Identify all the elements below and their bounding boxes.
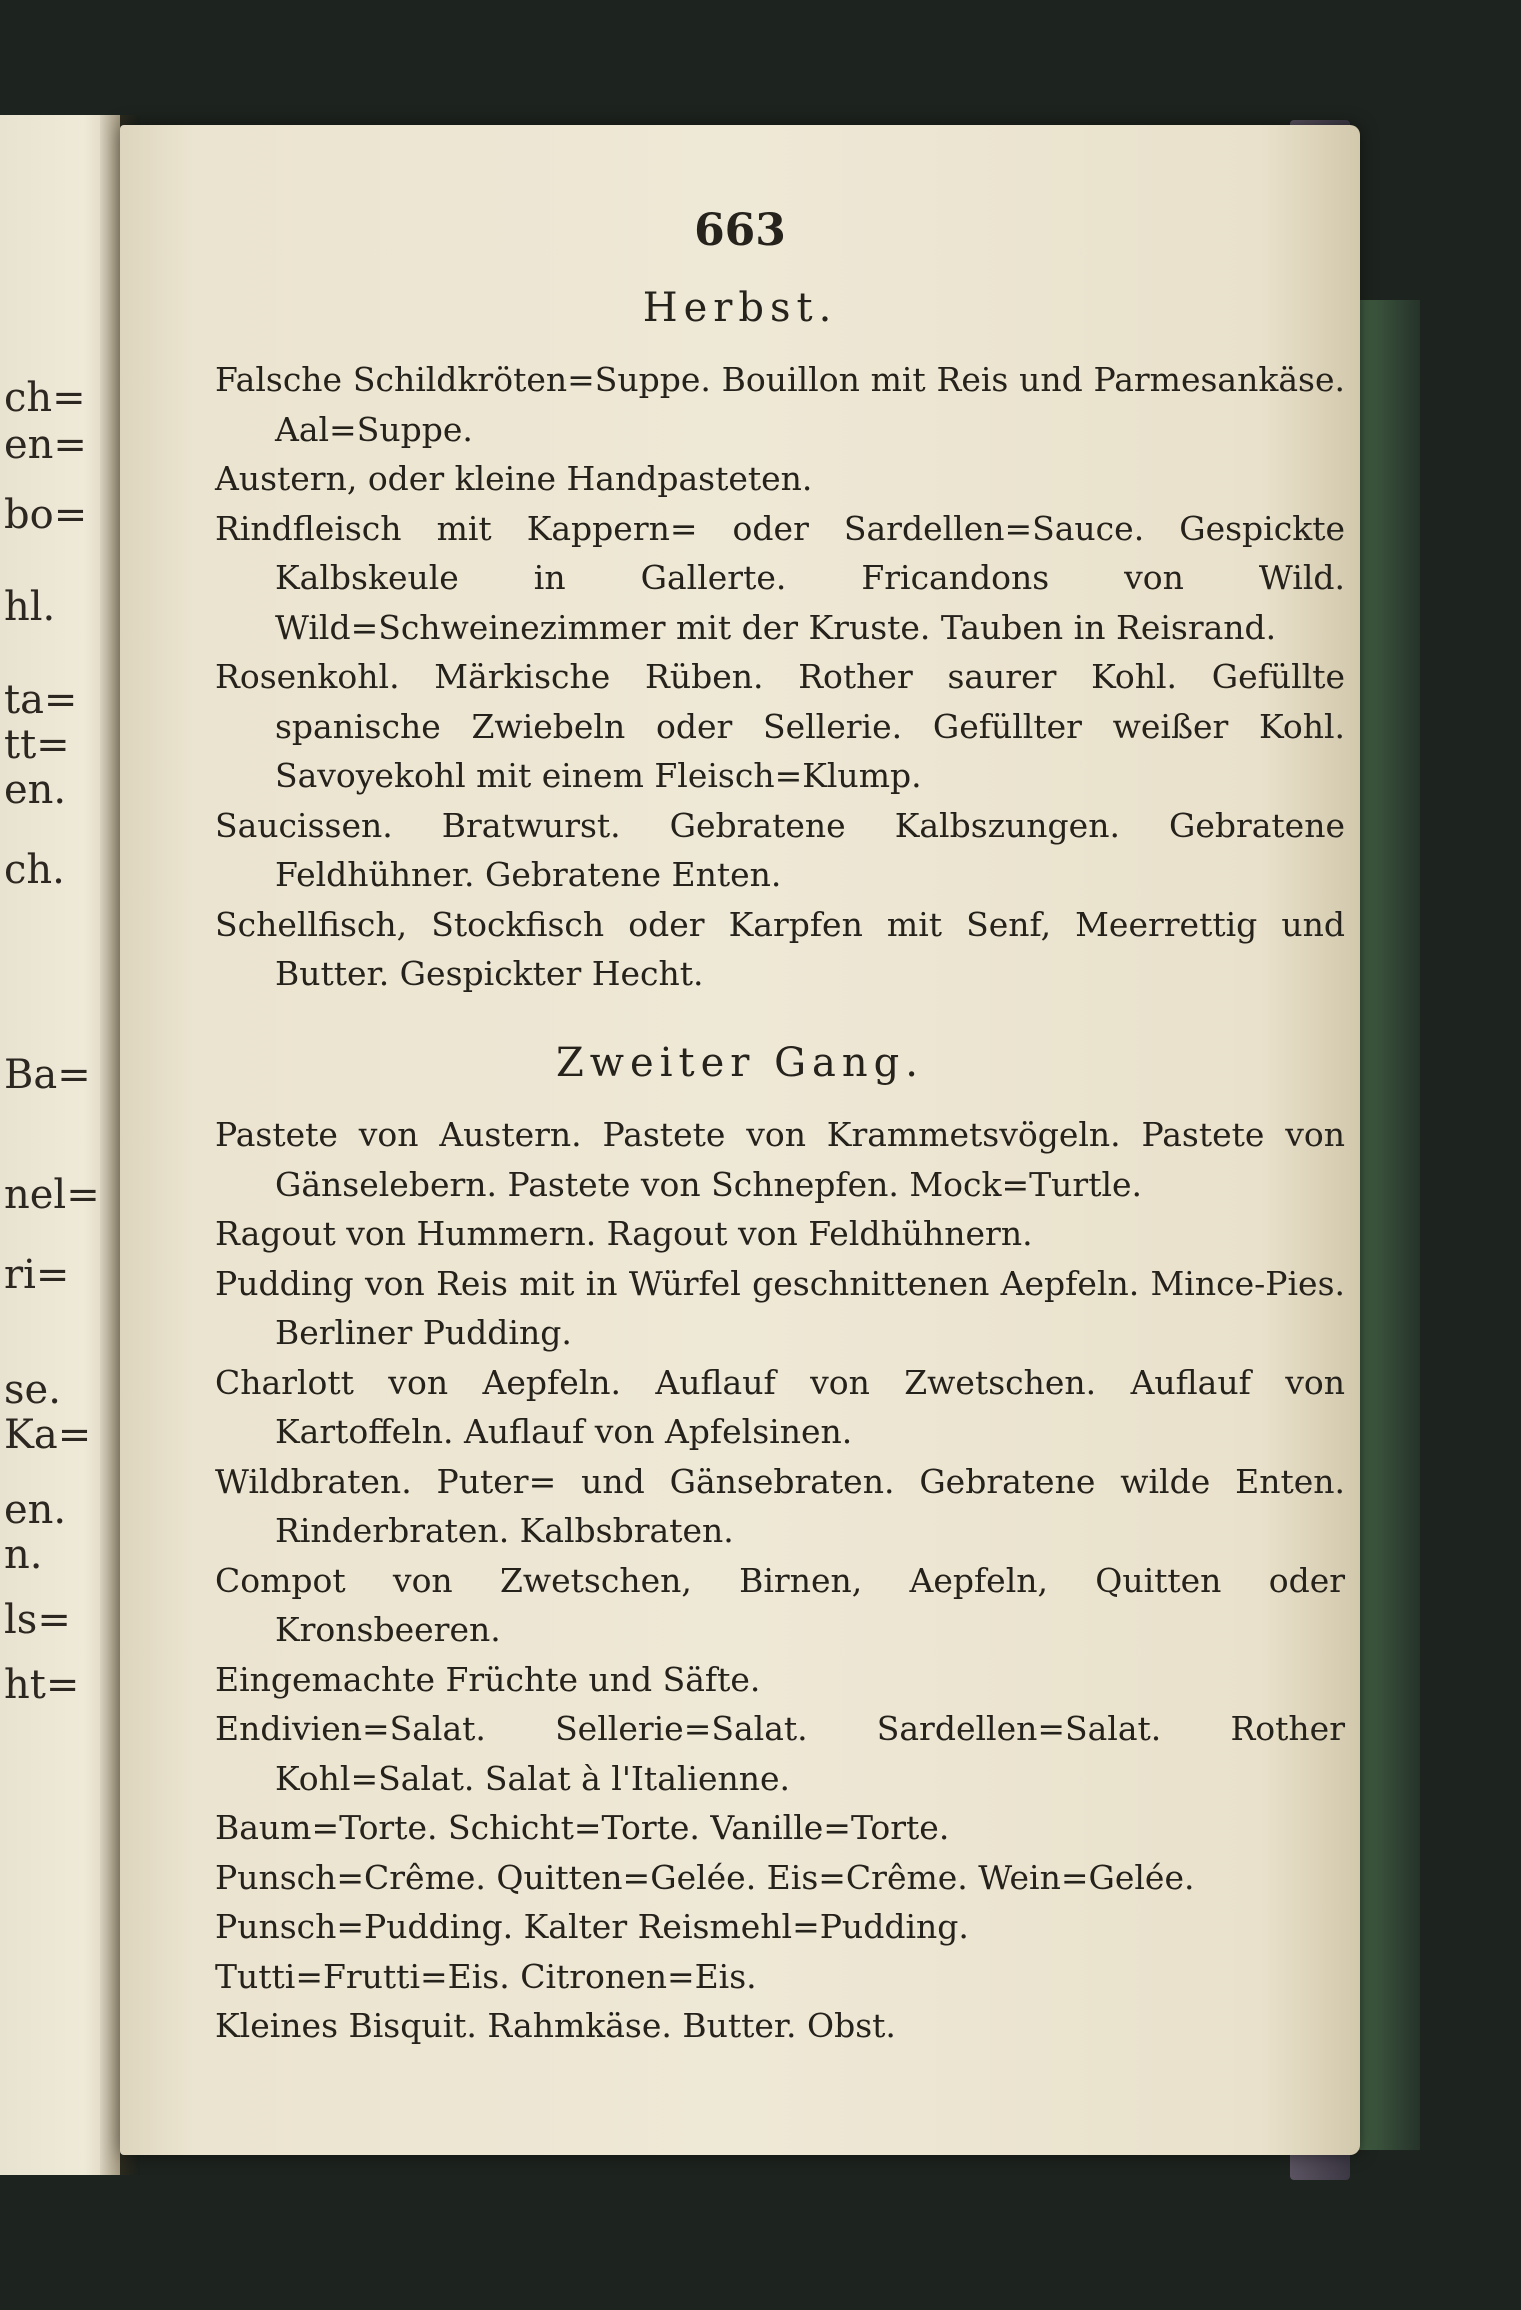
right-page xyxy=(120,125,1360,2155)
left-page-fragment: Ba= xyxy=(4,1052,91,1098)
left-page-fragment: ls= xyxy=(4,1597,71,1643)
section-zweiter-gang-entries xyxy=(215,1110,1345,2051)
left-page-fragment: bo= xyxy=(4,492,88,538)
left-page-fragment: hl. xyxy=(4,584,56,630)
section-title-zweiter-gang: Zweiter Gang. xyxy=(556,1040,924,1086)
menu-entry: Compot von Zwetschen, Birnen, Aepfeln, Quitten oder Kronsbeeren. xyxy=(215,1560,1345,1649)
menu-entry: Punsch=Pudding. Kalter Reismehl=Pudding. xyxy=(215,1907,969,1946)
left-page-fragment: ht= xyxy=(4,1662,80,1708)
menu-entry: Pastete von Austern. Pastete von Krammetsvögeln. Pastete von Gänselebern. Pastete von Schnepfen. Mock=Turtle. xyxy=(215,1115,1345,1204)
menu-entry: Falsche Schildkröten=Suppe. Bouillon mit Reis und Parmesankäse. Aal=Suppe. xyxy=(215,360,1345,449)
left-page-fragment: nel= xyxy=(4,1172,100,1218)
left-page-fragment: ch= xyxy=(4,375,86,421)
left-page-fragment: ri= xyxy=(4,1252,70,1298)
menu-entry: Saucissen. Bratwurst. Gebratene Kalbszungen. Gebratene Feldhühner. Gebratene Enten. xyxy=(215,805,1345,894)
menu-entry: Pudding von Reis mit in Würfel geschnittenen Aepfeln. Mince-Pies. Berliner Pudding. xyxy=(215,1263,1345,1352)
menu-entry: Charlott von Aepfeln. Auflauf von Zwetschen. Auflauf von Kartoffeln. Auflauf von Apfelsinen. xyxy=(215,1362,1345,1451)
left-page-fragment: ch. xyxy=(4,847,65,893)
menu-entry: Punsch=Crême. Quitten=Gelée. Eis=Crême. Wein=Gelée. xyxy=(215,1857,1195,1897)
left-page-fragment: en= xyxy=(4,422,87,468)
section-herbst-entries xyxy=(215,355,1345,999)
menu-entry: Ragout von Hummern. Ragout von Feldhühnern. xyxy=(215,1214,1033,1253)
menu-entry: Endivien=Salat. Sellerie=Salat. Sardellen=Salat. Rother Kohl=Salat. Salat à l'Italienne. xyxy=(215,1709,1345,1798)
menu-entry: Tutti=Frutti=Eis. Citronen=Eis. xyxy=(215,1956,757,1996)
menu-entry: Eingemachte Früchte und Säfte. xyxy=(215,1659,761,1699)
page-number: 663 xyxy=(694,205,786,256)
menu-entry: Schellfisch, Stockfisch oder Karpfen mit Senf, Meerrettig und Butter. Gespickter Hecht. xyxy=(215,904,1345,993)
left-page-fragment: en. xyxy=(4,767,67,813)
left-page-fragment: se. xyxy=(4,1367,61,1413)
menu-entry: Austern, oder kleine Handpasteten. xyxy=(215,459,813,498)
menu-entry: Rindfleisch mit Kappern= oder Sardellen=Sauce. Gespickte Kalbskeule in Gallerte. Fricandons von Wild. Wild=Schweinezimmer mit der Kruste. Tauben in Reisrand. xyxy=(215,508,1345,647)
left-page-fragment: Ka= xyxy=(4,1412,92,1458)
menu-entry: Baum=Torte. Schicht=Torte. Vanille=Torte. xyxy=(215,1808,950,1847)
left-page-fragment: en. xyxy=(4,1487,67,1533)
left-page-fragment: n. xyxy=(4,1532,43,1578)
menu-entry: Wildbraten. Puter= und Gänsebraten. Gebratene wilde Enten. Rinderbraten. Kalbsbraten. xyxy=(215,1461,1345,1550)
left-page-fragment: tt= xyxy=(4,722,70,768)
left-page-fragment: ta= xyxy=(4,677,78,723)
menu-entry: Rosenkohl. Märkische Rüben. Rother saurer Kohl. Gefüllte spanische Zwiebeln oder Sellerie. Gefüllter weißer Kohl. Savoyekohl mit einem Fleisch=Klump. xyxy=(215,657,1345,795)
section-title-herbst: Herbst. xyxy=(642,285,838,331)
menu-entry: Kleines Bisquit. Rahmkäse. Butter. Obst. xyxy=(215,2006,896,2045)
